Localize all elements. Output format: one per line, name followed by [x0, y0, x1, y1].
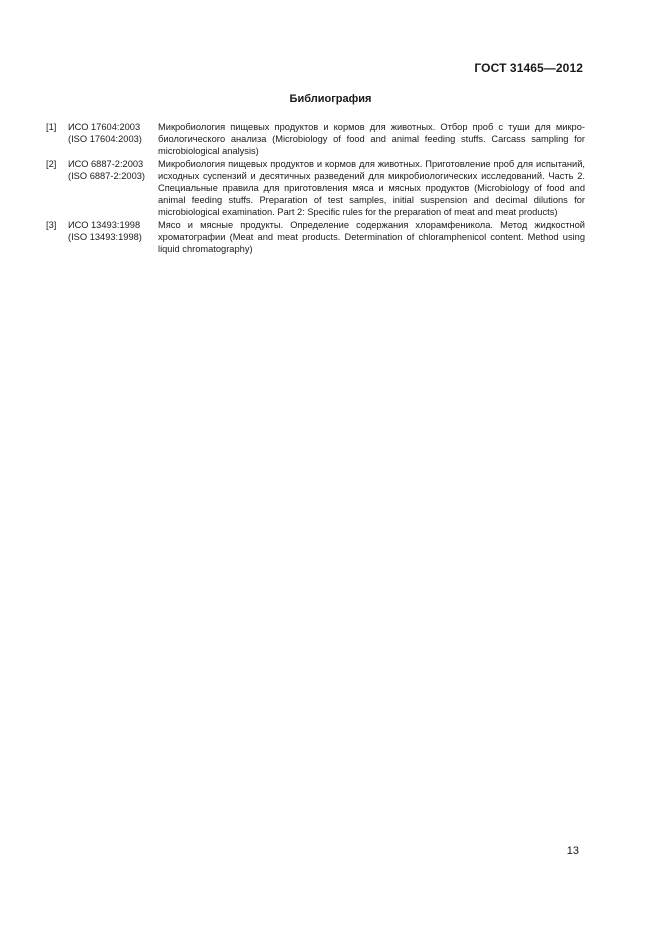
- entry-standard: [68, 122, 158, 158]
- standard-code: ИСО 17604:2003: [68, 122, 141, 132]
- entry-standard: [68, 220, 158, 256]
- entry-description: Микробиология пищевых продуктов и кормов для животных. Приготовление проб для испытаний, исходных суспензий и десятичных разведений для микробиологических исследований. Часть 2. Специальные правила для приготовления мяса и мясных продуктов (Microbiology of food and animal feeding stuffs. Preparation of test samples, initial suspension and decimal dilutions for microbiological examination. Part 2: Specific rules for the preparation of meat and meat products): [158, 159, 585, 217]
- page-number: 13: [566, 845, 579, 857]
- standard-code-alt: (ISO 13493:1998): [68, 232, 142, 243]
- entry-number: [3]: [46, 220, 57, 231]
- document-code: ГОСТ 31465—2012: [474, 61, 583, 75]
- entry-description: Микробиология пищевых продуктов и кормов для животных. Отбор проб с туши для микробиологического анализа (Microbiology of food and animal feeding stuffs. Carcass sampling for microbiological analysis): [158, 122, 585, 156]
- bibliography-entry-1: [46, 122, 585, 158]
- section-title: Библиография: [289, 93, 372, 105]
- bibliography-entry-2: [46, 159, 585, 219]
- bibliography-list: [46, 122, 585, 257]
- entry-number: [1]: [46, 122, 57, 132]
- standard-code-alt: (ISO 17604:2003): [68, 133, 142, 144]
- entry-number: [2]: [46, 159, 57, 170]
- standard-code: ИСО 6887-2:2003: [68, 159, 144, 170]
- standard-code: ИСО 13493:1998: [68, 220, 141, 231]
- entry-description: Мясо и мясные продукты. Определение содержания хлорамфеникола. Метод жидкостной хроматографии (Meat and meat products. Determination of chloramphenicol content. Method using liquid chromatography): [158, 220, 585, 255]
- standard-code-alt: (ISO 6887-2:2003): [68, 171, 146, 182]
- entry-standard: [68, 159, 158, 219]
- bibliography-entry-3: [46, 220, 585, 256]
